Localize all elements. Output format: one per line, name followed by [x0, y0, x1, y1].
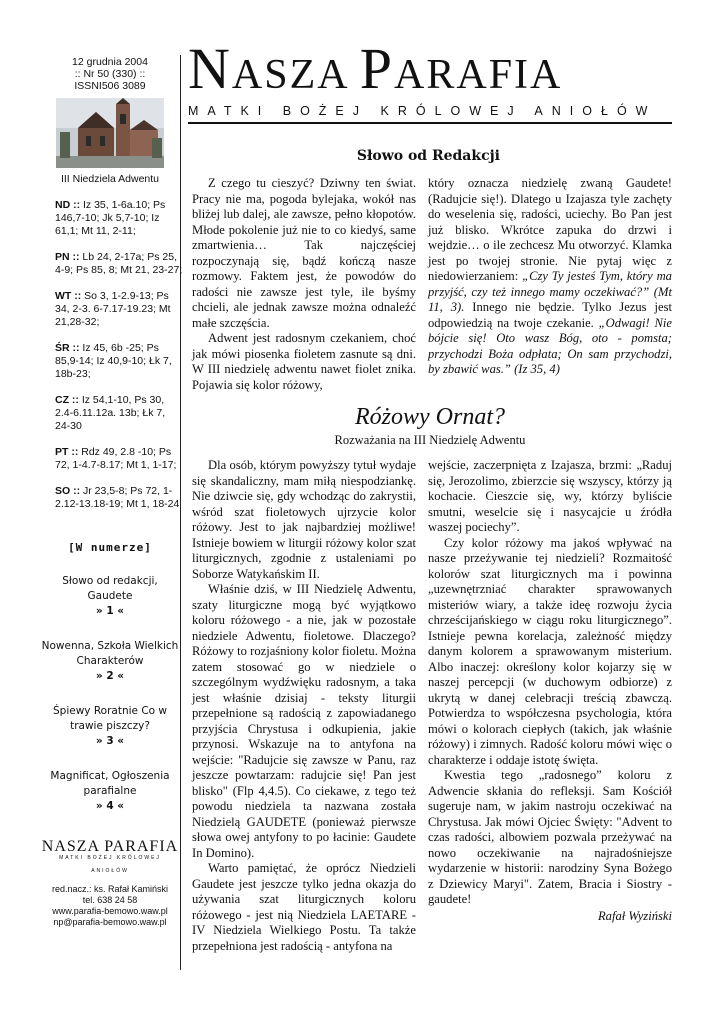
article-column-1	[192, 458, 416, 954]
article-subtitle: Rozważania na III Niedzielę Adwentu	[334, 433, 526, 447]
quote: „Odwagi! Nie bójcie się! Oto wasz Bóg, oto - pomsta; przychodzi Boża odpłata; On sam przychodzi, by zbawić was.” (Iz 35, 4)	[428, 315, 672, 376]
reading-nd	[40, 199, 183, 238]
paragraph: Czy kolor różowy ma jakoś wpływać na nasze przeżywanie tej niedzieli? Rozmaitość kolorów szat liturgicznych ma i powinna „uzewnętrzniać charakter sprawowanych misteriów wiary, a także ideę rozwoju życia chrześcijańskiego w ciągu roku liturgicznego”. Istnieje pewna korelacja, zależność między danym kolorem a sprawowanym misterium. Albo inaczej: określony kolor kojarzy się w naszej percepcji (w duchowym odbiorze) z ukrytą w danej celebracji treścią zbawczą. Potwierdza to współczesna psychologia, która mówi o kolorach ciepłych (takich, jak właśnie różowy) i zimnych. Radość koloru mówi więc o charakterze i oddaje istotę święta.	[428, 535, 672, 767]
title-initial: N	[188, 36, 232, 101]
paragraph: Adwent jest radosnym czekaniem, choć jak mówi piosenka fioletem zasnute są dni. W III niedzielę adwentu nawet fiolet znika. Pojawia się kolor różowy,	[192, 331, 416, 392]
email-link[interactable]: np@parafia-bemowo.waw.pl	[53, 917, 167, 927]
reading-text: So 3, 1-2.9-13; Ps 34, 2-3. 6-7.17-19.23; Mt 21,28-32;	[55, 290, 171, 328]
contents-title: [W numerze]	[68, 541, 152, 554]
title-part: ASZA	[231, 52, 360, 98]
toc-page: » 2 «	[95, 670, 125, 682]
editorial-column-2	[428, 176, 672, 378]
readings-list	[40, 199, 183, 511]
editorial-column-1	[192, 176, 416, 393]
issn: ISSNI506 3089	[74, 80, 146, 92]
reading-pn	[40, 251, 183, 277]
reading-day: ND ::	[55, 199, 81, 211]
text: który oznacza niedzielę zwaną Gaudete! (Radujcie się!). Dlatego u Izajasza tyle zachęty do weselenia się, radości, uciechy. Bo Pan jest już blisko. Wkrótce zapuka do drzwi i wejdzie… o ile zechcesz Mu otworzyć. Klamka jest po twojej stronie. Nie pytaj więc z niedowierzaniem:	[428, 176, 672, 283]
reading-text: Rdz 49, 2.8 -10; Ps 72, 1-4.7-8.17; Mt 1, 1-17;	[55, 446, 177, 471]
reading-so	[40, 485, 183, 511]
quote: „Czy Ty jesteś Tym, który ma przyjść, czy też innego mamy oczekiwać?” (Mt 11, 3).	[428, 269, 672, 314]
toc-item[interactable]	[40, 704, 180, 749]
paragraph: wejście, zaczerpnięta z Izajasza, brzmi: „Raduj się, Jerozolimo, zbierzcie się wszyscy, którzy ją kochacie. Cieszcie się, wy, którzy byliście smutni, weselcie się i nasycajcie u źródła waszej pociechy”.	[428, 458, 672, 534]
reading-sr	[40, 342, 183, 381]
paragraph: Kwestia tego „radosnego” koloru z Adwencie skłania do refleksji. Sam Kościół sugeruje nam, w jakim nastroju oczekiwać na Chrystusa. Jak mówi Ojciec Święty: "Advent to czas radości, albowiem pozwala przeżywać na nowo oczekiwanie na najradośniejsze wydarzenie w historii: narodziny Syna Bożego z Dziewicy Maryi". Zatem, Bracia i Siostry - gaudete!	[428, 768, 672, 906]
toc-item[interactable]	[40, 769, 180, 814]
toc-title: Słowo od redakcji, Gaudete	[62, 575, 158, 602]
toc-title: Nowenna, Szkoła Wielkich Charakterów	[41, 640, 179, 667]
paragraph: Z czego tu cieszyć? Dziwny ten świat. Pracy nie ma, pogoda bylejaka, wokół nas bliżej lub dalej, ale zawsze, pełno kłopotów. Młode pokolenie już nie to co kiedyś, same zmartwienia… Tak najczęściej rozpoczynają się, bądź kończą nasze rozmowy. Faktem jest, że powodów do radości nie zawsze jest tyle, ile byśmy chcieli, ale jednak zawsze można odnaleźć małe szczęścia.	[192, 176, 416, 330]
reading-pt	[40, 446, 183, 472]
editorial-heading	[188, 148, 680, 164]
reading-text: Jr 23,5-8; Ps 72, 1-2.12-13.18-19; Mt 1, 18-24	[55, 485, 180, 510]
reading-day: ŚR ::	[55, 342, 80, 354]
masthead-rule	[188, 122, 672, 124]
paragraph: Warto pamiętać, że oprócz Niedzieli Gaudete jest jeszcze tylko jedna okazja do używania szat liturgicznych koloru różowego - jest nią Niedziela LAETARE - IV Niedziela Wielkiego Postu. Ta także przepełniona jest radością - antyfona na	[192, 861, 416, 953]
title-initial: P	[359, 36, 395, 101]
sidebar	[40, 56, 183, 928]
paragraph: Dla osób, którym powyższy tytuł wydaje się skandaliczny, mam miłą niespodziankę. Nie dziwcie się, gdy wchodząc do zakrystii, wśród szat fioletowych ujrzycie kolor różowy. Jest to jak najbardziej możliwe! Istnieje bowiem w liturgii różowy kolor szat liturgicznych, zgodnie z ustaleniami po Soborze Watykańskim II.	[192, 458, 416, 581]
toc-title: Magnificat, Ogłoszenia parafialne	[50, 770, 170, 797]
reading-cz	[40, 394, 183, 433]
article-author: Rafał Wyziński	[597, 908, 672, 923]
reading-day: CZ ::	[55, 394, 79, 406]
toc-page: » 4 «	[95, 800, 125, 812]
editor: red.nacz.: ks. Rafał Kamiński	[51, 884, 169, 894]
text: Innego nie będzie. Tylko Jezus jest odpowiedzią na twoje czekanie.	[428, 300, 672, 330]
mini-title: NASZA PARAFIA	[41, 838, 179, 855]
mini-masthead	[40, 840, 180, 878]
masthead	[188, 36, 678, 124]
issue-date: 12 grudnia 2004	[72, 56, 148, 68]
mini-subtitle: MATKI BOŻEJ KRÓLOWEJ ANIOŁÓW	[59, 855, 161, 874]
article-column-2	[428, 458, 672, 924]
website-link[interactable]: www.parafia-bemowo.waw.pl	[52, 906, 168, 916]
editorial-heading-text: Słowo od Redakcji	[356, 148, 500, 164]
reading-text: Iz 35, 1-6a.10; Ps 146,7-10; Jk 5,7-10; Iz 61,1; Mt 11, 2-11;	[55, 199, 166, 237]
article-title: Różowy Ornat?	[355, 404, 505, 430]
toc-page: » 3 «	[95, 735, 125, 747]
reading-text: Iz 45, 6b -25; Ps 85,9-14; Iz 40,9-10; Łk 7, 18b-23;	[55, 342, 172, 380]
reading-text: Lb 24, 2-17a; Ps 25, 4-9; Ps 85, 8; Mt 21, 23-27;	[55, 251, 183, 276]
title-part: ARAFIA	[394, 52, 563, 98]
sidebar-divider	[180, 55, 181, 970]
reading-day: PN ::	[55, 251, 80, 263]
church-photo	[56, 98, 164, 168]
photo-caption: III Niedziela Adwentu	[60, 173, 160, 185]
paragraph: Właśnie dziś, w III Niedzielę Adwentu, szaty liturgiczne mogą być wyjątkowo koloru różowego - a nie, jak w pozostałe niedziele Adwentu, fioletowe. Dlaczego? Różowy to rozjaśniony kolor fioletu. Można zatem stosować go w niedziele o szczególnym wydźwięku radosnym, a taka jest właśnie dzisiaj - teksty liturgii przepełnione są radością z zapowiadanego przyjścia Chrystusa i odkupienia, jakie przynosi. Wskazuje na to antyfona na wejście: "Radujcie się zawsze w Panu, raz jeszcze powtarzam: radujcie się! Pan jest blisko" (Flp 4,4.5). Co ciekawe, z tego też powodu niedziela ta nazwana została Niedzielą GAUDETE (ponieważ pierwsze słowa owej antyfony to po łacinie: Gaudete In Domino).	[192, 582, 416, 860]
toc-item[interactable]	[40, 639, 180, 684]
reading-day: PT ::	[55, 446, 79, 458]
reading-wt	[40, 290, 183, 329]
phone: tel. 638 24 58	[82, 895, 138, 905]
reading-day: WT ::	[55, 290, 82, 302]
toc-page: » 1 «	[95, 605, 125, 617]
issue-number: :: Nr 50 (330) ::	[74, 68, 146, 80]
masthead-title	[188, 36, 678, 101]
reading-text: Iz 54,1-10, Ps 30, 2.4-6.11.12a. 13b; Łk 7, 24-30	[55, 394, 166, 432]
masthead-subtitle: MATKI BOŻEJ KRÓLOWEJ ANIOŁÓW	[188, 104, 657, 118]
toc-title: Śpiewy Roratnie Co w trawie piszczy?	[52, 705, 167, 732]
paragraph	[428, 176, 672, 378]
toc-item[interactable]	[40, 574, 180, 619]
reading-day: SO ::	[55, 485, 81, 497]
contact-info	[40, 884, 180, 928]
